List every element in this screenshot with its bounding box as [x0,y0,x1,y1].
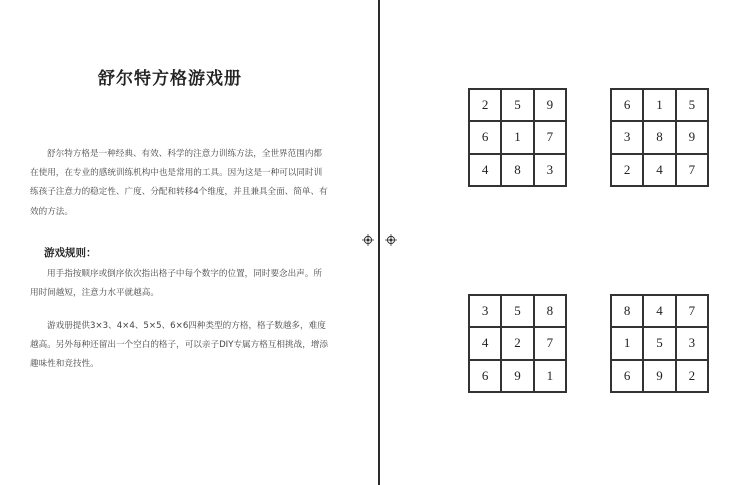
right-page [380,0,756,485]
grid-cell[interactable]: 6 [469,360,501,392]
intro-paragraph: 舒尔特方格是一种经典、有效、科学的注意力训练方法，全世界范围内都在使用，在专业的感统训练机构中也是常用的工具。因为这是一种可以同时训练孩子注意力的稳定性、广度、分配和转移4个维度，并且兼具全面、简单、有效的方法。 [30,149,328,217]
grid-cell[interactable]: 9 [676,121,708,153]
grid-cell[interactable]: 5 [643,327,675,359]
grid-cell[interactable]: 6 [469,121,501,153]
grid-cell[interactable]: 3 [611,121,643,153]
schulte-grid-4 [610,294,709,393]
rules-paragraph: 用手指按顺序或倒序依次指出格子中每个数字的位置，同时要念出声。所用时间越短，注意力水平就越高。 [30,269,323,299]
grid-cell[interactable]: 7 [676,154,708,186]
grid-cell[interactable]: 1 [501,121,533,153]
grid-cell[interactable]: 8 [643,121,675,153]
grid-cell[interactable]: 3 [469,295,501,327]
grid-cell[interactable]: 6 [611,89,643,121]
grid-cell[interactable]: 7 [534,121,566,153]
grid-cell[interactable]: 1 [534,360,566,392]
grid-cell[interactable]: 2 [501,327,533,359]
grid-cell[interactable]: 3 [676,327,708,359]
schulte-grid-1 [468,88,567,187]
registration-mark-icon [362,234,374,246]
grid-cell[interactable]: 2 [676,360,708,392]
grid-cell[interactable]: 3 [534,154,566,186]
grid-cell[interactable]: 1 [643,89,675,121]
rules-heading: 游戏规则： [44,247,97,259]
grid-cell[interactable]: 9 [643,360,675,392]
grid-cell[interactable]: 4 [643,154,675,186]
grid-cell[interactable]: 9 [501,360,533,392]
grid-cell[interactable]: 9 [534,89,566,121]
grid-cell[interactable]: 4 [643,295,675,327]
grid-cell[interactable]: 4 [469,327,501,359]
page-title: 舒尔特方格游戏册 [98,69,242,89]
grid-cell[interactable]: 5 [676,89,708,121]
grid-cell[interactable]: 6 [611,360,643,392]
grid-cell[interactable]: 2 [611,154,643,186]
grid-cell[interactable]: 5 [501,89,533,121]
grid-cell[interactable]: 8 [534,295,566,327]
schulte-grid-2 [610,88,709,187]
variants-paragraph: 游戏册提供3×3、4×4、5×5、6×6四种类型的方格，格子数越多，难度越高。另外每种还留出一个空白的格子，可以亲子DIY专属方格互相挑战，增添趣味性和竞技性。 [30,321,328,370]
grid-cell[interactable]: 8 [611,295,643,327]
schulte-grid-3 [468,294,567,393]
grid-cell[interactable]: 7 [676,295,708,327]
grid-cell[interactable]: 2 [469,89,501,121]
grid-cell[interactable]: 8 [501,154,533,186]
grid-cell[interactable]: 1 [611,327,643,359]
grid-cell[interactable]: 7 [534,327,566,359]
grid-cell[interactable]: 5 [501,295,533,327]
grid-cell[interactable]: 4 [469,154,501,186]
